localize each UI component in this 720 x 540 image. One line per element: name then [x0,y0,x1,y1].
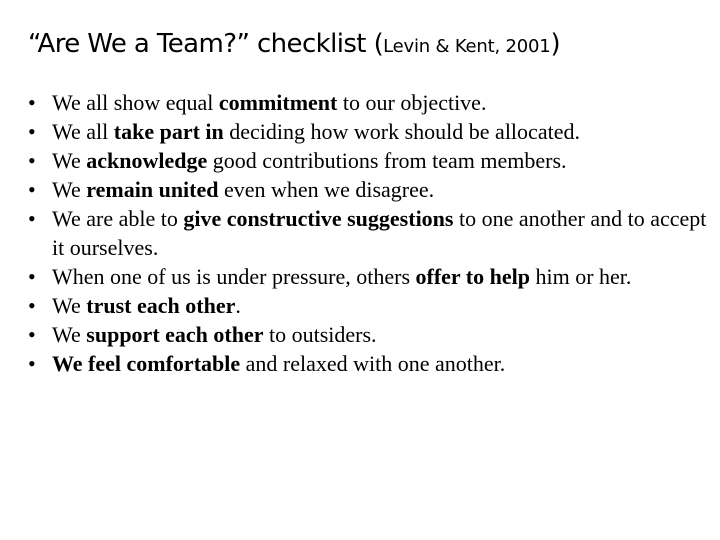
item-text-bold: support each other [86,322,264,347]
item-text-pre: We [52,177,87,202]
bullet-icon: • [28,119,36,144]
checklist-item [28,175,718,204]
item-text-post: even when we disagree. [218,177,435,202]
item-text-post: to outsiders. [263,322,377,347]
bullet-icon: • [28,293,36,318]
item-text-post: good contributions from team members. [207,148,567,173]
item-text-pre: We all show equal [52,90,219,115]
item-text-bold: remain united [86,177,219,202]
checklist-item [28,291,718,320]
checklist-item [28,204,718,262]
item-text-post: to our objective. [337,90,487,115]
item-text-post: deciding how work should be allocated. [223,119,580,144]
checklist-item [28,146,718,175]
bullet-icon: • [28,206,36,231]
title-main: “Are We a Team?” checklist [28,29,374,59]
item-text-pre: We [52,148,87,173]
title-citation: Levin & Kent, 2001 [383,36,551,57]
checklist-item [28,320,718,349]
item-text-pre: We [52,293,87,318]
bullet-icon: • [28,90,36,115]
slide-title [28,24,560,67]
item-text-bold: acknowledge [86,148,208,173]
bullet-icon: • [28,264,36,289]
title-open-paren: ( [373,29,384,59]
title-close-paren: ) [550,29,561,59]
item-text-bold: take part in [113,119,224,144]
item-text-bold: commitment [218,90,338,115]
item-text-bold: give constructive suggestions [183,206,454,231]
bullet-icon: • [28,148,36,173]
bullet-icon: • [28,177,36,202]
checklist-item [28,349,718,378]
checklist-item [28,88,718,117]
item-text-post: and relaxed with one another. [240,351,506,376]
item-text-pre: We [52,322,87,347]
bullet-icon: • [28,351,36,376]
checklist-item [28,262,718,291]
item-text-bold: We feel comfortable [52,351,241,376]
item-text-pre: We all [52,119,114,144]
bullet-icon: • [28,322,36,347]
item-text-bold: trust each other [86,293,236,318]
item-text-bold: offer to help [415,264,530,289]
checklist-item [28,117,718,146]
checklist [28,88,718,378]
item-text-pre: When one of us is under pressure, others [52,264,416,289]
item-text-post: . [235,293,241,318]
item-text-post: him or her. [529,264,632,289]
item-text-pre: We are able to [52,206,184,231]
item-text-post: to one another and to accept it ourselves. [52,206,707,260]
